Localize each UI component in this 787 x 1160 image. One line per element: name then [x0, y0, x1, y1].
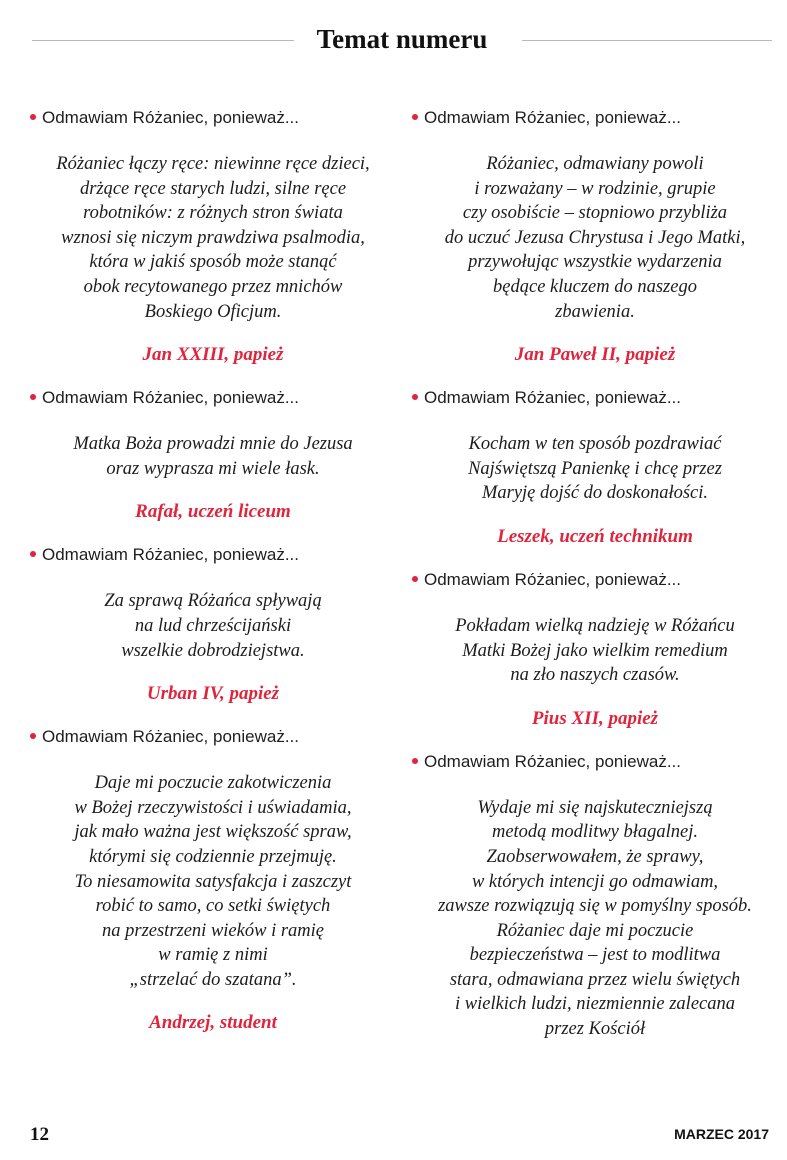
quote-line: Matki Bożej jako wielkim remedium — [462, 640, 728, 661]
quote-author: Andrzej, student — [149, 1012, 277, 1034]
quote-line: w Bożej rzeczywistości i uświadamia, — [74, 797, 352, 818]
quote-line: bezpieczeństwa – jest to modlitwa — [469, 945, 721, 966]
quote-author: Jan XXIII, papież — [142, 344, 284, 366]
quote-line: robotników: z różnych stron świata — [83, 203, 343, 224]
entry-prompt — [410, 108, 780, 128]
quote-text — [410, 614, 780, 688]
bullet-dot-icon — [412, 394, 418, 400]
quote-line: Boskiego Oficjum. — [144, 301, 282, 322]
quote-text — [28, 432, 398, 481]
quote-text — [410, 152, 780, 324]
quote-line: którymi się codziennie przejmuję. — [89, 846, 337, 867]
bullet-dot-icon — [30, 114, 36, 120]
quote-entry — [28, 545, 398, 705]
quote-entry — [410, 388, 780, 548]
quote-line: Wydaje mi się najskuteczniejszą — [477, 797, 713, 818]
entry-prompt — [28, 108, 398, 128]
entry-prompt — [410, 570, 780, 590]
prompt-text: Odmawiam Różaniec, ponieważ... — [42, 108, 300, 127]
prompt-text: Odmawiam Różaniec, ponieważ... — [424, 569, 682, 589]
quote-line: zawsze rozwiązują się w pomyślny sposób. — [438, 896, 752, 917]
prompt-text: Odmawiam Różaniec, ponieważ... — [424, 388, 682, 408]
quote-line: jak mało ważna jest większość spraw, — [74, 822, 352, 843]
page-number: 12 — [30, 1124, 49, 1145]
quote-line: „strzelać do szatana”. — [129, 969, 297, 990]
quote-line: Za sprawą Różańca spływają — [104, 591, 322, 612]
quote-line: przywołując wszystkie wydarzenia — [468, 252, 722, 273]
quote-line: Zaobserwowałem, że sprawy, — [486, 846, 704, 867]
quote-line: robić to samo, co setki świętych — [95, 896, 331, 917]
quote-line: Różaniec łączy ręce: niewinne ręce dzieci, — [56, 154, 370, 174]
quote-line: która w jakiś sposób może stanąć — [89, 252, 337, 273]
quote-line: Pokładam wielką nadzieję w Różańcu — [455, 615, 735, 636]
quote-line: obok recytowanego przez mnichów — [83, 276, 343, 297]
quote-entry — [410, 570, 780, 730]
quote-author: Jan Paweł II, papież — [514, 344, 676, 366]
quote-line: i wielkich ludzi, niezmiennie zalecana — [454, 994, 735, 1015]
quote-line: w których intencji go odmawiam, — [471, 871, 719, 892]
entry-prompt — [410, 388, 780, 408]
quote-line: Matka Boża prowadzi mnie do Jezusa — [73, 434, 353, 455]
quote-line: drżące ręce starych ludzi, silne ręce — [79, 178, 347, 199]
entry-prompt — [28, 388, 398, 408]
quote-line: Różaniec, odmawiany powoli — [486, 154, 704, 174]
quote-line: Kocham w ten sposób pozdrawiać — [468, 434, 722, 455]
quote-line: na lud chrześcijański — [134, 615, 292, 636]
header-rule-right — [522, 40, 772, 41]
quote-line: będące kluczem do naszego — [493, 276, 697, 297]
quote-line: na przestrzeni wieków i ramię — [102, 920, 324, 941]
quote-text — [28, 152, 398, 324]
left-column — [28, 108, 398, 1056]
issue-date: MARZEC 2017 — [674, 1126, 769, 1142]
bullet-dot-icon — [412, 758, 418, 764]
quote-line: wszelkie dobrodziejstwa. — [121, 640, 305, 661]
prompt-text: Odmawiam Różaniec, ponieważ... — [424, 108, 682, 127]
quote-line: Maryję dojść do doskonałości. — [481, 483, 709, 504]
bullet-dot-icon — [412, 114, 418, 120]
bullet-dot-icon — [30, 551, 36, 557]
section-title: Temat numeru — [316, 24, 488, 54]
entry-prompt — [410, 752, 780, 772]
bullet-dot-icon — [30, 394, 36, 400]
quote-line: Daje mi poczucie zakotwiczenia — [94, 773, 332, 794]
quote-line: w ramię z nimi — [158, 945, 268, 966]
quote-line: i rozważany – w rodzinie, grupie — [474, 178, 716, 199]
prompt-text: Odmawiam Różaniec, ponieważ... — [42, 545, 300, 565]
quote-line: zbawienia. — [555, 301, 635, 322]
quote-entry — [28, 388, 398, 523]
quote-line: To niesamowita satysfakcja i zaszczyt — [74, 871, 352, 892]
quote-line: na zło naszych czasów. — [510, 665, 680, 686]
quote-line: metodą modlitwy błagalnej. — [491, 822, 699, 843]
quote-author: Rafał, uczeń liceum — [135, 501, 291, 523]
quote-line: czy osobiście – stopniowo przybliża — [462, 203, 728, 224]
quote-entry — [410, 752, 780, 1042]
quote-entry — [28, 727, 398, 1034]
quote-author: Urban IV, papież — [146, 683, 280, 705]
quote-text — [28, 589, 398, 663]
quote-line: Najświętszą Panienkę i chcę przez — [468, 458, 722, 479]
quote-line: przez Kościół — [544, 1019, 646, 1040]
right-column — [410, 108, 780, 1042]
quote-author: Leszek, uczeń technikum — [497, 525, 693, 547]
quote-author: Pius XII, papież — [531, 707, 659, 729]
page-header — [32, 22, 772, 62]
prompt-text: Odmawiam Różaniec, ponieważ... — [42, 727, 300, 747]
quote-line: stara, odmawiana przez wielu świętych — [449, 969, 741, 990]
quote-entry — [410, 108, 780, 366]
entry-prompt — [28, 727, 398, 747]
quote-text — [28, 771, 398, 992]
quote-text — [410, 796, 780, 1042]
quote-entry — [28, 108, 398, 366]
bullet-dot-icon — [30, 733, 36, 739]
quote-line: Różaniec daje mi poczucie — [496, 920, 694, 941]
prompt-text: Odmawiam Różaniec, ponieważ... — [424, 751, 682, 771]
prompt-text: Odmawiam Różaniec, ponieważ... — [42, 388, 300, 408]
quote-line: oraz wyprasza mi wiele łask. — [106, 458, 320, 479]
quote-text — [410, 432, 780, 506]
quote-line: do uczuć Jezusa Chrystusa i Jego Matki, — [444, 227, 746, 248]
bullet-dot-icon — [412, 576, 418, 582]
quote-line: wznosi się niczym prawdziwa psalmodia, — [61, 227, 365, 248]
entry-prompt — [28, 545, 398, 565]
